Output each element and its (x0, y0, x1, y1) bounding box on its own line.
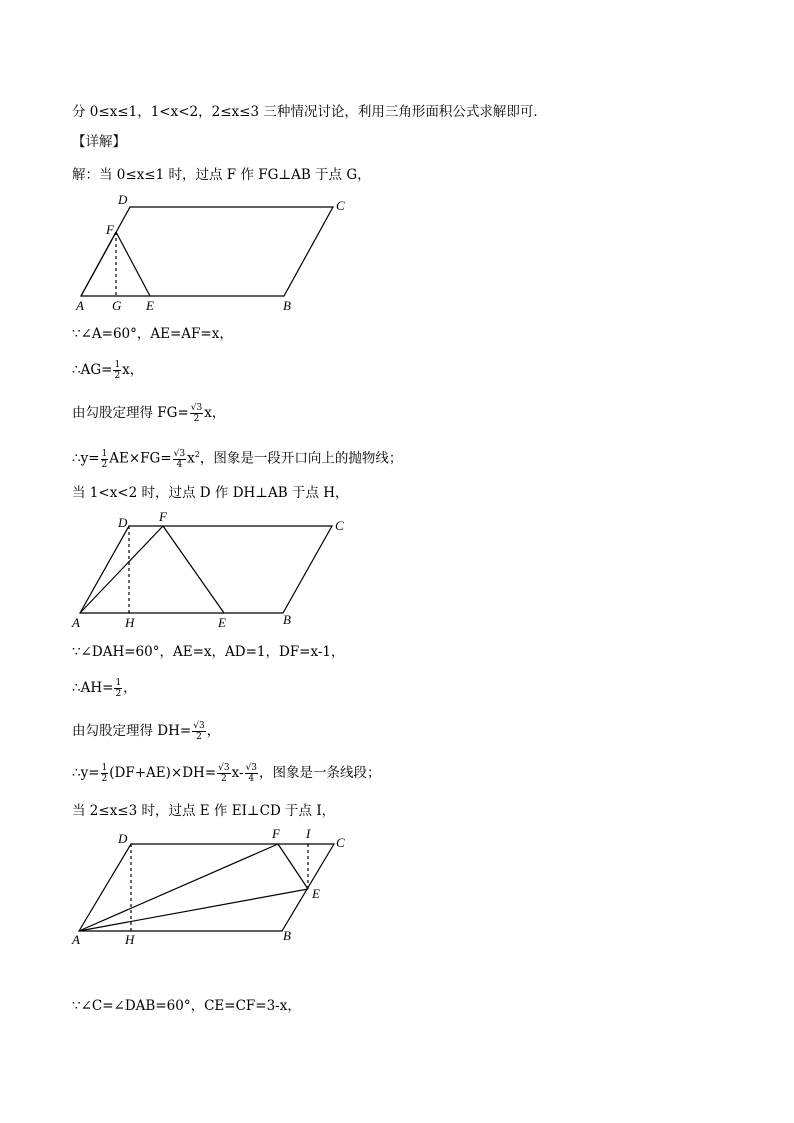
text-line-4 (72, 324, 233, 344)
fraction-sqrt3-over-2 (192, 721, 205, 742)
denominator: 2 (114, 371, 121, 381)
fig3-label-B: B (283, 928, 291, 943)
fig2-label-E: E (218, 615, 226, 630)
fig2-label-A: A (72, 615, 80, 630)
denominator: 2 (115, 689, 122, 699)
fraction-half (101, 763, 109, 784)
fig3-parallelogram (79, 844, 334, 931)
fraction-sqrt3-over-4 (245, 763, 258, 784)
numerator: √3 (193, 721, 205, 731)
fig3-label-E: E (312, 886, 320, 901)
line-8-text: 当 1<x<2 时，过点 D 作 DH⊥AB 于点 H， (72, 485, 349, 501)
text-line-11 (72, 721, 220, 742)
line-10-part-b: ， (123, 680, 137, 696)
fig1-label-B: B (283, 298, 291, 313)
line-11-part-b: ， (206, 723, 221, 739)
denominator: 2 (196, 732, 202, 742)
figure-1-parallelogram (70, 192, 370, 313)
line-12-part-d: ，图象是一条线段； (259, 765, 381, 781)
text-line-9 (72, 642, 345, 662)
fig1-label-D: D (118, 192, 128, 207)
line-12-part-a: ∴y= (72, 765, 100, 781)
line-7-part-c: x (187, 450, 195, 467)
line-1-text: 分 0≤x≤1，1<x<2，2≤x≤3 三种情况讨论，利用三角形面积公式求解即可． (72, 104, 547, 120)
numerator: 1 (101, 763, 108, 773)
section-heading (72, 132, 126, 152)
text-line-3 (72, 165, 371, 185)
fig3-label-F: F (272, 826, 280, 841)
fig1-FE (116, 232, 150, 296)
fraction-sqrt3-over-2 (217, 763, 230, 784)
line-14-text: ∵∠C=∠DAB=60°，CE=CF=3-x， (72, 998, 301, 1014)
fig3-AE (79, 889, 308, 931)
fig3-FE (278, 844, 308, 889)
line-10-part-a: ∴AH= (72, 680, 114, 696)
line-6-part-a: 由勾股定理得 FG= (72, 405, 189, 421)
fig1-label-A: A (76, 298, 84, 313)
line-9-text: ∵∠DAH=60°，AE=x，AD=1，DF=x-1， (72, 644, 345, 660)
line-4-text: ∵∠A=60°，AE=AF=x， (72, 326, 233, 342)
text-line-12 (72, 763, 381, 784)
fig3-label-H: H (125, 932, 135, 947)
text-line-5 (72, 360, 143, 381)
line-7-part-e: ，图象是一段开口向上的抛物线； (199, 450, 403, 467)
numerator: 1 (101, 448, 108, 459)
fraction-sqrt3-over-4 (173, 449, 186, 470)
denominator: 2 (193, 414, 200, 424)
heading-text: 【详解】 (72, 134, 126, 150)
fig1-AF (81, 232, 116, 296)
text-line-7 (72, 445, 402, 470)
line-11-part-a: 由勾股定理得 DH= (72, 723, 192, 739)
fig3-label-A: A (72, 932, 80, 947)
line-7-part-b: AE×FG= (109, 450, 172, 467)
line-3-text: 解：当 0≤x≤1 时，过点 F 作 FG⊥AB 于点 G， (72, 167, 371, 183)
line-5-part-b: x， (122, 362, 144, 378)
line-6-part-b: x， (204, 405, 226, 421)
numerator: √3 (245, 763, 258, 773)
numerator: 1 (114, 360, 121, 370)
text-line-6 (72, 403, 225, 424)
fig2-FE (163, 526, 224, 613)
fraction-half (114, 678, 122, 699)
line-13-text: 当 2≤x≤3 时，过点 E 作 EI⊥CD 于点 I， (72, 803, 336, 819)
text-line-10 (72, 678, 137, 699)
fig2-label-F: F (159, 509, 167, 524)
numerator: 1 (115, 678, 122, 688)
line-12-part-c: x- (231, 765, 244, 781)
fig3-label-I: I (306, 826, 311, 841)
line-12-part-b: (DF+AE)×DH= (109, 765, 217, 781)
numerator: √3 (218, 763, 230, 773)
fig1-label-G: G (112, 298, 122, 313)
fig3-label-D: D (118, 831, 128, 846)
fig2-label-D: D (118, 515, 128, 530)
fig2-parallelogram (80, 526, 332, 613)
fig2-label-H: H (125, 615, 135, 630)
fraction-sqrt3-over-2 (190, 403, 203, 424)
exponent: 2 (194, 450, 200, 459)
fig3-AF (79, 844, 278, 931)
fig1-label-F: F (106, 222, 114, 237)
fig1-parallelogram (81, 207, 333, 296)
figure-2-parallelogram (70, 509, 370, 630)
denominator: 4 (248, 774, 255, 784)
text-line-1 (72, 102, 547, 122)
text-line-8 (72, 483, 349, 503)
denominator: 2 (101, 459, 108, 470)
denominator: 4 (176, 459, 183, 470)
fig1-label-C: C (336, 198, 345, 213)
fig2-label-B: B (283, 612, 291, 627)
fraction-half (101, 449, 109, 470)
fraction-half (113, 360, 121, 381)
line-7-part-a: ∴y= (72, 450, 100, 467)
fig1-label-E: E (146, 298, 154, 313)
denominator: 2 (221, 774, 227, 784)
text-line-14 (72, 996, 301, 1016)
denominator: 2 (101, 774, 108, 784)
numerator: √3 (173, 448, 186, 459)
text-line-13 (72, 801, 335, 821)
fig2-label-C: C (335, 518, 344, 533)
figure-3-parallelogram (70, 826, 370, 947)
numerator: √3 (190, 403, 203, 413)
fig3-label-C: C (336, 835, 345, 850)
line-5-part-a: ∴AG= (72, 362, 113, 378)
